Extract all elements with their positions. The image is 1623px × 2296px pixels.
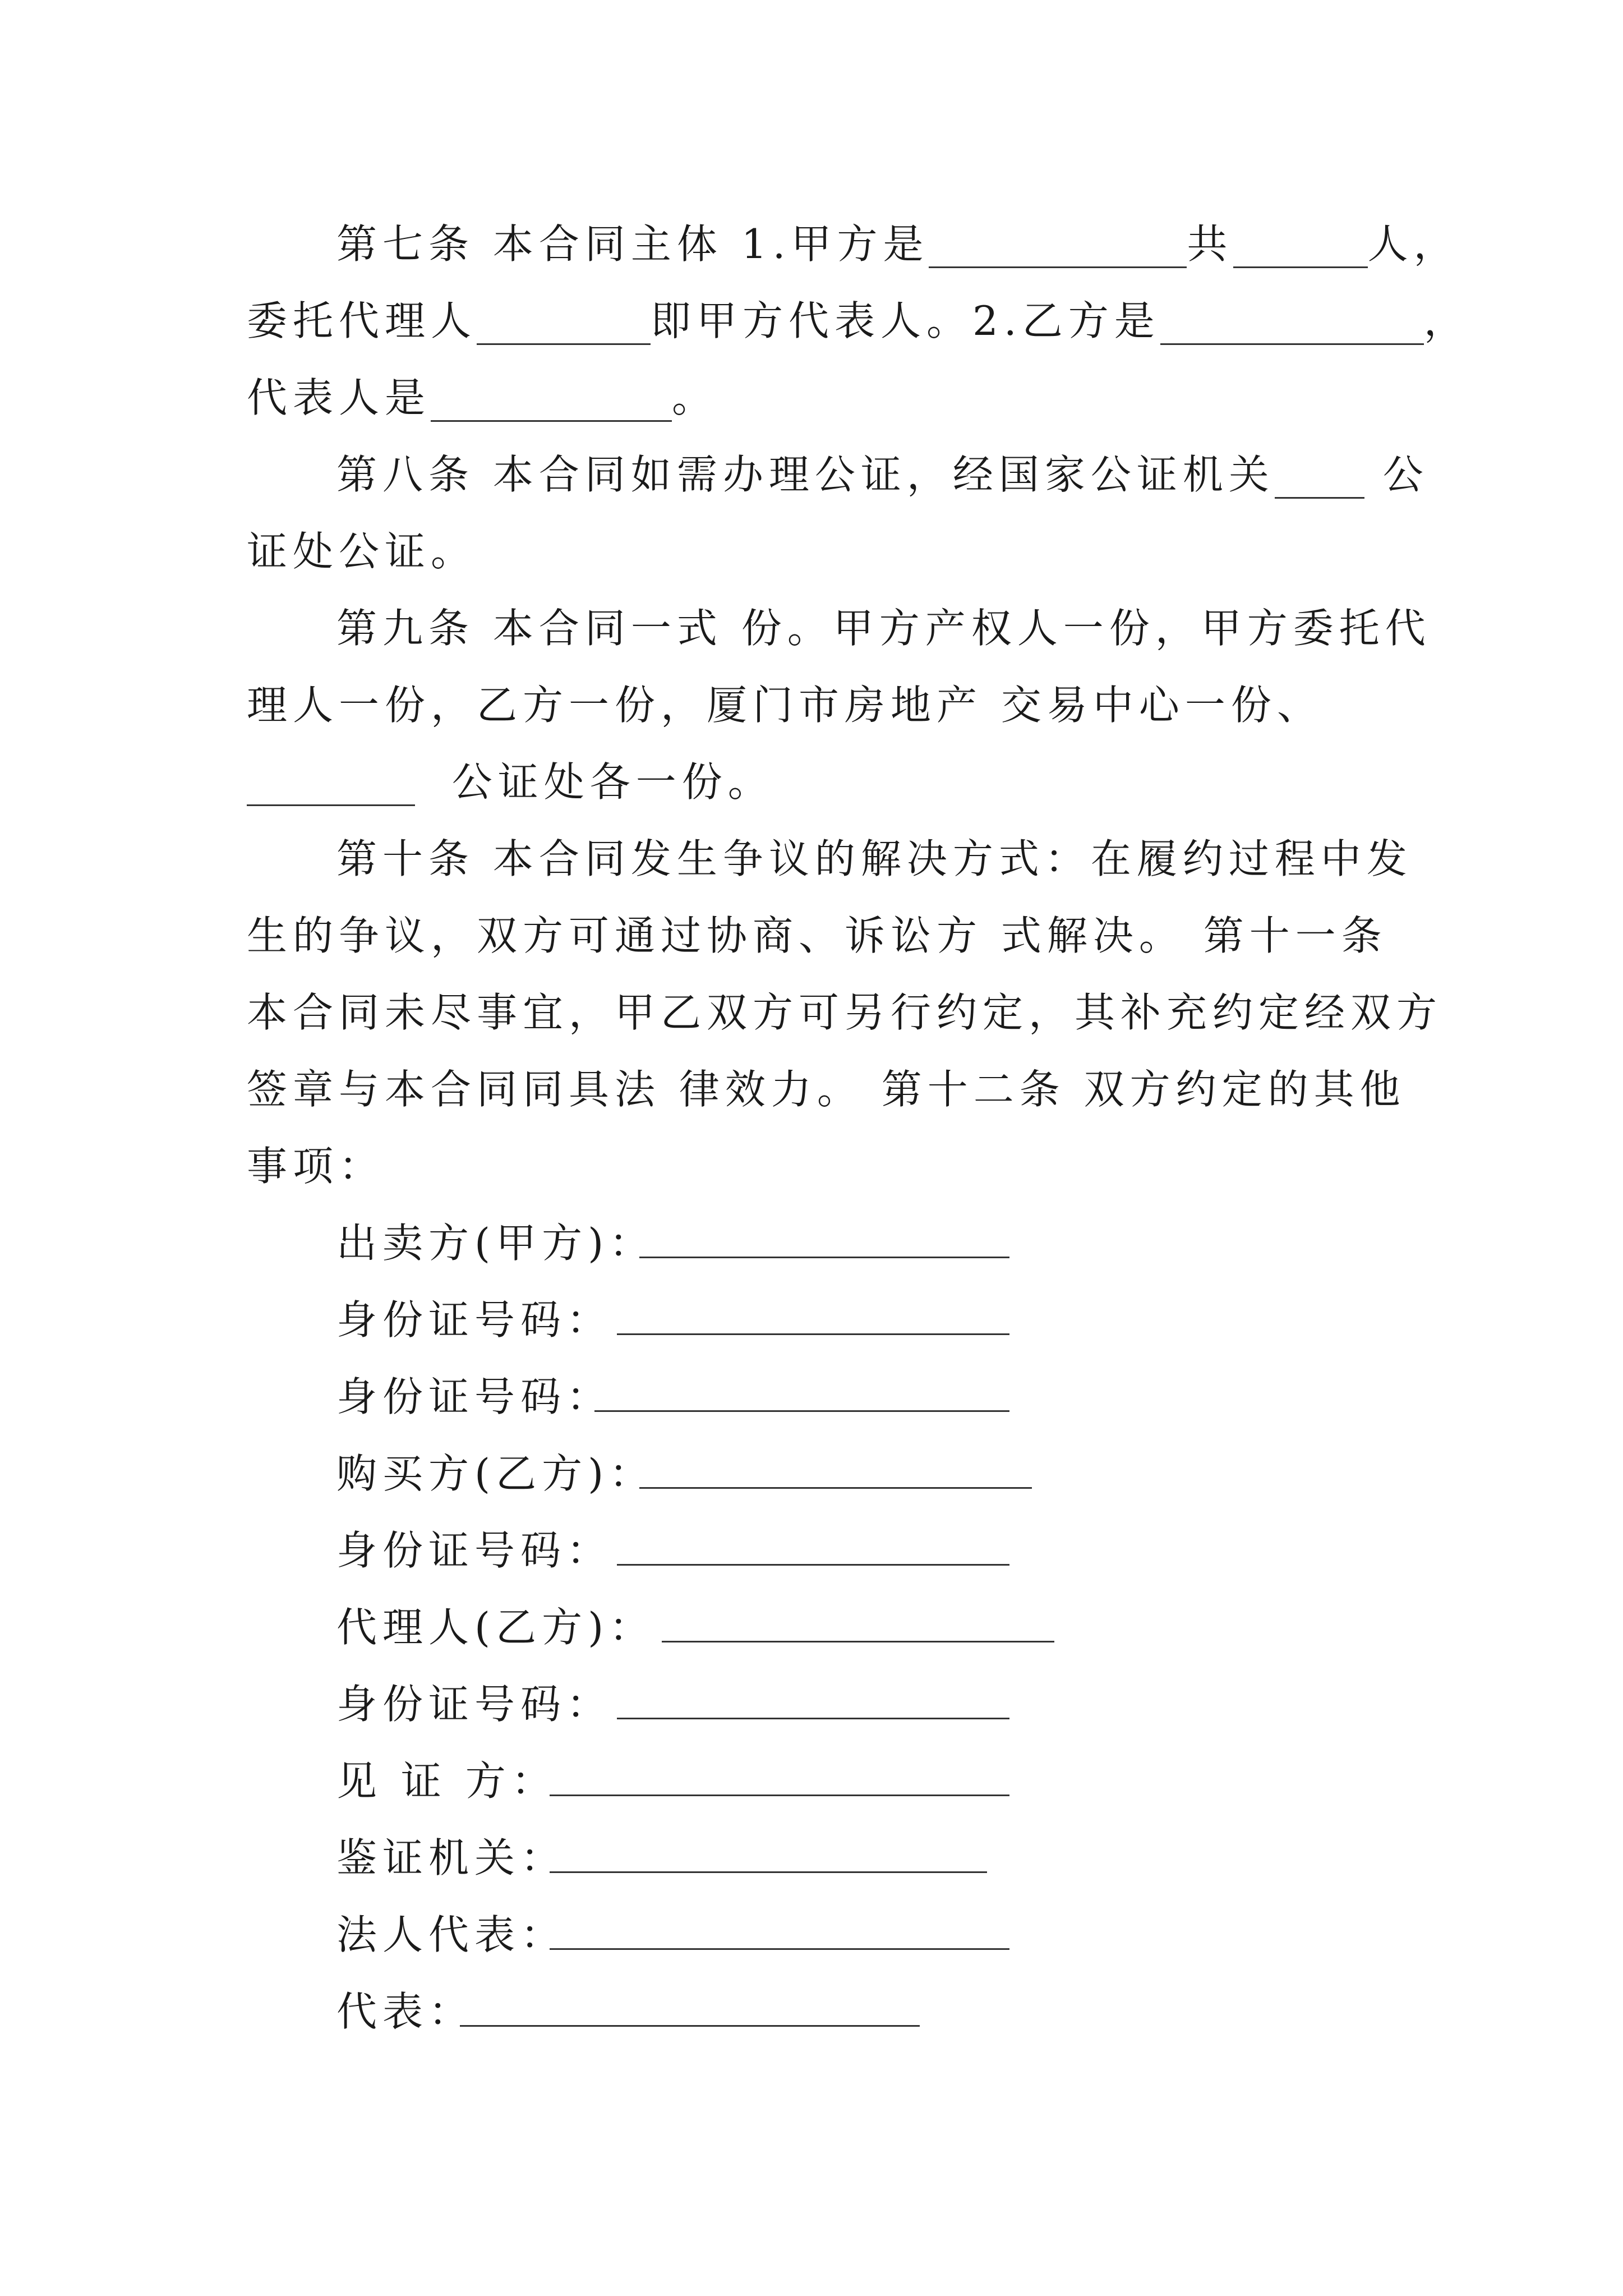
article-8-line-2: 证处公证。 bbox=[247, 528, 477, 575]
legal-representative-label: 法人代表： bbox=[336, 1911, 567, 1958]
notary-blank bbox=[1275, 452, 1364, 499]
article-9-line-2: 理人一份，乙方一份，厦门市房地产 交易中心一份、 bbox=[247, 682, 1323, 729]
id-number-label-2: 身份证号码： bbox=[336, 1373, 613, 1420]
article-10-line-3: 本合同未尽事宜，甲乙双方可另行约定，其补充约定经双方 bbox=[247, 989, 1443, 1036]
article-10-line-2: 生的争议，双方可通过协商、诉讼方 式解决。 第十一条 bbox=[247, 912, 1387, 959]
article-10-line-5: 事项： bbox=[247, 1143, 385, 1190]
article-9-line-1: 第九条 本合同一式 份。甲方产权人一份，甲方委托代 bbox=[336, 605, 1431, 652]
article-9-line-3: 公证处各一份。 bbox=[247, 751, 774, 813]
authentication-authority-line bbox=[550, 1871, 987, 1873]
article-10-line-1: 第十条 本合同发生争议的解决方式：在履约过程中发 bbox=[336, 835, 1413, 882]
seller-signature-line bbox=[639, 1257, 1009, 1258]
article-7-line-1: 第七条 本合同主体 1.甲方是 共 人， bbox=[336, 220, 1460, 268]
notary-office-blank bbox=[247, 760, 415, 806]
party-a-blank bbox=[929, 222, 1187, 268]
buyer-signature-line bbox=[639, 1487, 1032, 1489]
representative-signature-line bbox=[460, 2025, 920, 2027]
id-number-label-3: 身份证号码： bbox=[336, 1527, 613, 1574]
witness-signature-line bbox=[550, 1795, 1009, 1796]
id-number-line-3 bbox=[617, 1564, 1009, 1566]
party-b-blank bbox=[1160, 298, 1424, 345]
agent-signature-line bbox=[662, 1641, 1054, 1642]
witness-label: 见 证 方： bbox=[336, 1757, 557, 1805]
representative-label: 代表： bbox=[336, 1988, 475, 2035]
id-number-label-1: 身份证号码： bbox=[336, 1296, 613, 1343]
id-number-line-4 bbox=[617, 1718, 1009, 1719]
party-a-count-blank bbox=[1233, 222, 1368, 268]
buyer-label: 购买方(乙方)： bbox=[336, 1450, 656, 1497]
seller-label: 出卖方(甲方)： bbox=[336, 1220, 656, 1267]
id-number-line-1 bbox=[617, 1333, 1009, 1335]
id-number-label-4: 身份证号码： bbox=[336, 1681, 613, 1728]
article-7-line-3: 代表人是 。 bbox=[247, 374, 718, 421]
article-8-line-1: 第八条 本合同如需办理公证，经国家公证机关 公 bbox=[336, 451, 1429, 498]
article-10-line-4: 签章与本合同同具法 律效力。 第十二条 双方约定的其他 bbox=[247, 1066, 1406, 1113]
representative-blank bbox=[431, 375, 672, 422]
article-7-line-2: 委托代理人 即甲方代表人。2.乙方是 ， bbox=[247, 297, 1470, 344]
agent-label: 代理人(乙方)： bbox=[336, 1604, 656, 1651]
legal-representative-line bbox=[550, 1948, 1009, 1950]
agent-blank bbox=[477, 298, 651, 345]
authentication-authority-label: 鉴证机关： bbox=[336, 1834, 567, 1881]
id-number-line-2 bbox=[594, 1410, 1009, 1412]
